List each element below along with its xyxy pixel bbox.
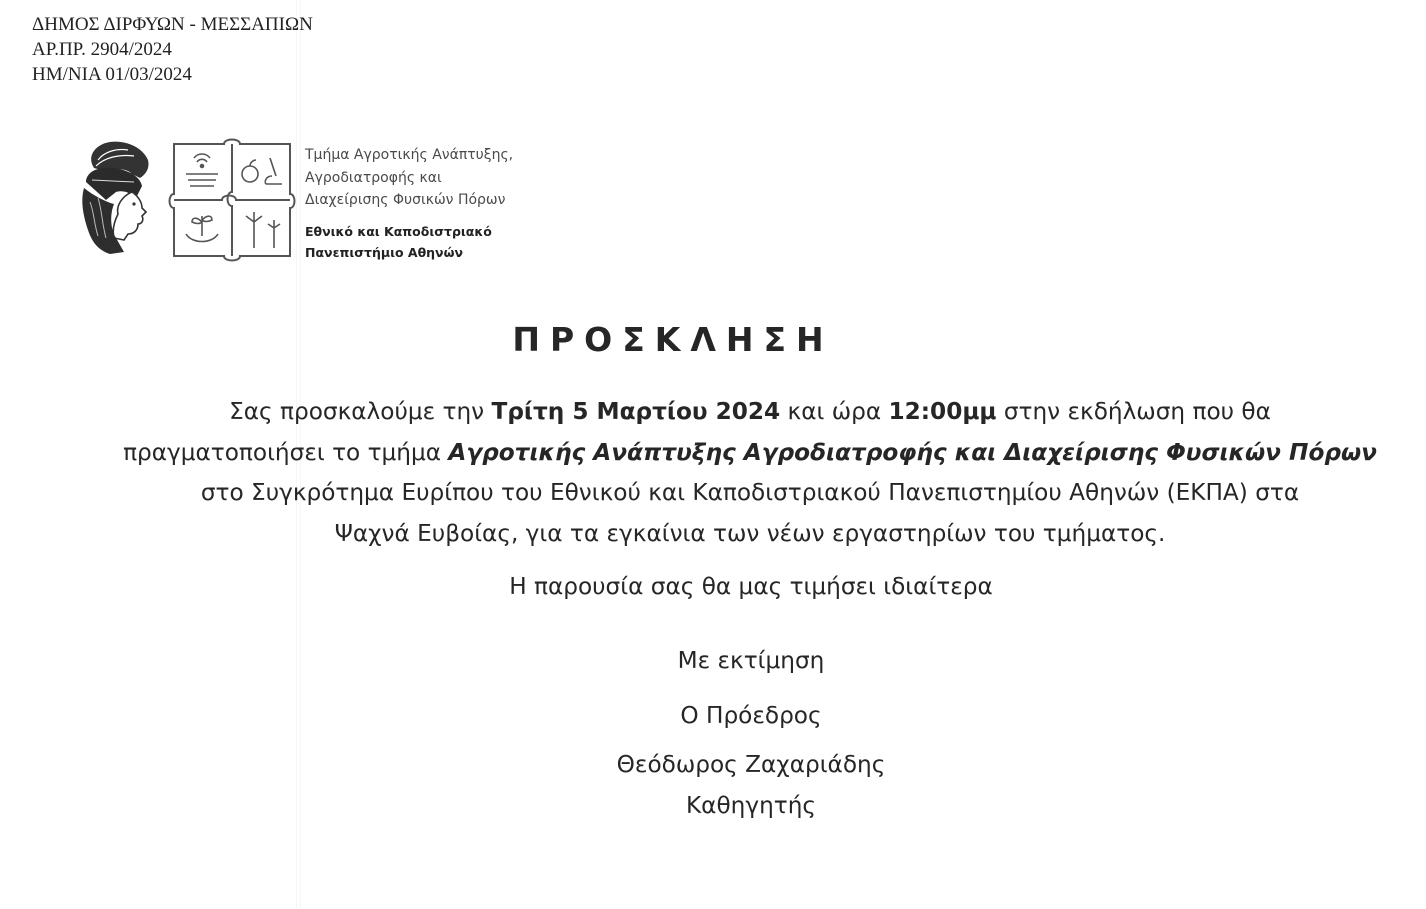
body-line-4: Ψαχνά Ευβοίας, για τα εγκαίνια των νέων εργαστηρίων του τμήματος. xyxy=(334,519,1166,547)
invitation-body xyxy=(100,392,1400,554)
signer-role: Ο Πρόεδρος xyxy=(680,702,822,729)
dept-name-line-3: Διαχείρισης Φυσικών Πόρων xyxy=(305,192,506,208)
event-time: 12:00μμ xyxy=(888,398,997,425)
protocol-date: ΗΜ/ΝΙΑ 01/03/2024 xyxy=(32,64,192,85)
department-puzzle-icon xyxy=(166,136,298,264)
department-name xyxy=(305,144,513,263)
signer-title: Καθηγητής xyxy=(685,792,817,819)
protocol-number: ΑΡ.ΠΡ. 2904/2024 xyxy=(32,39,172,60)
body-line-2 xyxy=(100,433,1400,474)
closing-regards: Με εκτίμηση xyxy=(677,647,825,674)
university-name-line-2: Πανεπιστήμιο Αθηνών xyxy=(305,244,463,260)
university-logo-block xyxy=(76,136,546,266)
municipality-name: ΔΗΜΟΣ ΔΙΡΦΥΩΝ - ΜΕΣΣΑΠΙΩΝ xyxy=(32,14,313,35)
dept-name-line-2: Αγροδιατροφής και xyxy=(305,169,442,186)
body-text-segment: πραγματοποιήσει το τμήμα xyxy=(123,438,449,466)
event-date: Τρίτη 5 Μαρτίου 2024 xyxy=(491,398,781,425)
body-line-3: στο Συγκρότημα Ευρίπου του Εθνικού και Καποδιστριακού Πανεπιστημίου Αθηνών (ΕΚΠΑ) στα xyxy=(200,479,1300,506)
body-text-segment: στην εκδήλωση που θα xyxy=(996,398,1271,425)
signer-name: Θεόδωρος Ζαχαριάδης xyxy=(616,751,886,778)
athena-head-icon xyxy=(76,138,154,256)
department-highlight: Αγροτικής Ανάπτυξης Αγροδιατροφής και Διαχείρισης Φυσικών Πόρων xyxy=(448,438,1377,466)
university-name xyxy=(305,221,513,263)
body-line-1 xyxy=(100,392,1400,433)
body-text-segment: και ώρα xyxy=(780,398,889,425)
protocol-stamp xyxy=(32,12,313,87)
body-text-segment: Σας προσκαλούμε την xyxy=(229,398,492,425)
dept-name-line-1: Τμήμα Αγροτικής Ανάπτυξης, xyxy=(305,147,514,163)
invitation-title: ΠΡΟΣΚΛΗΣΗ xyxy=(512,320,834,359)
honor-line: Η παρουσία σας θα μας τιμήσει ιδιαίτερα xyxy=(509,573,993,600)
university-name-line-1: Εθνικό και Καποδιστριακό xyxy=(305,223,492,239)
